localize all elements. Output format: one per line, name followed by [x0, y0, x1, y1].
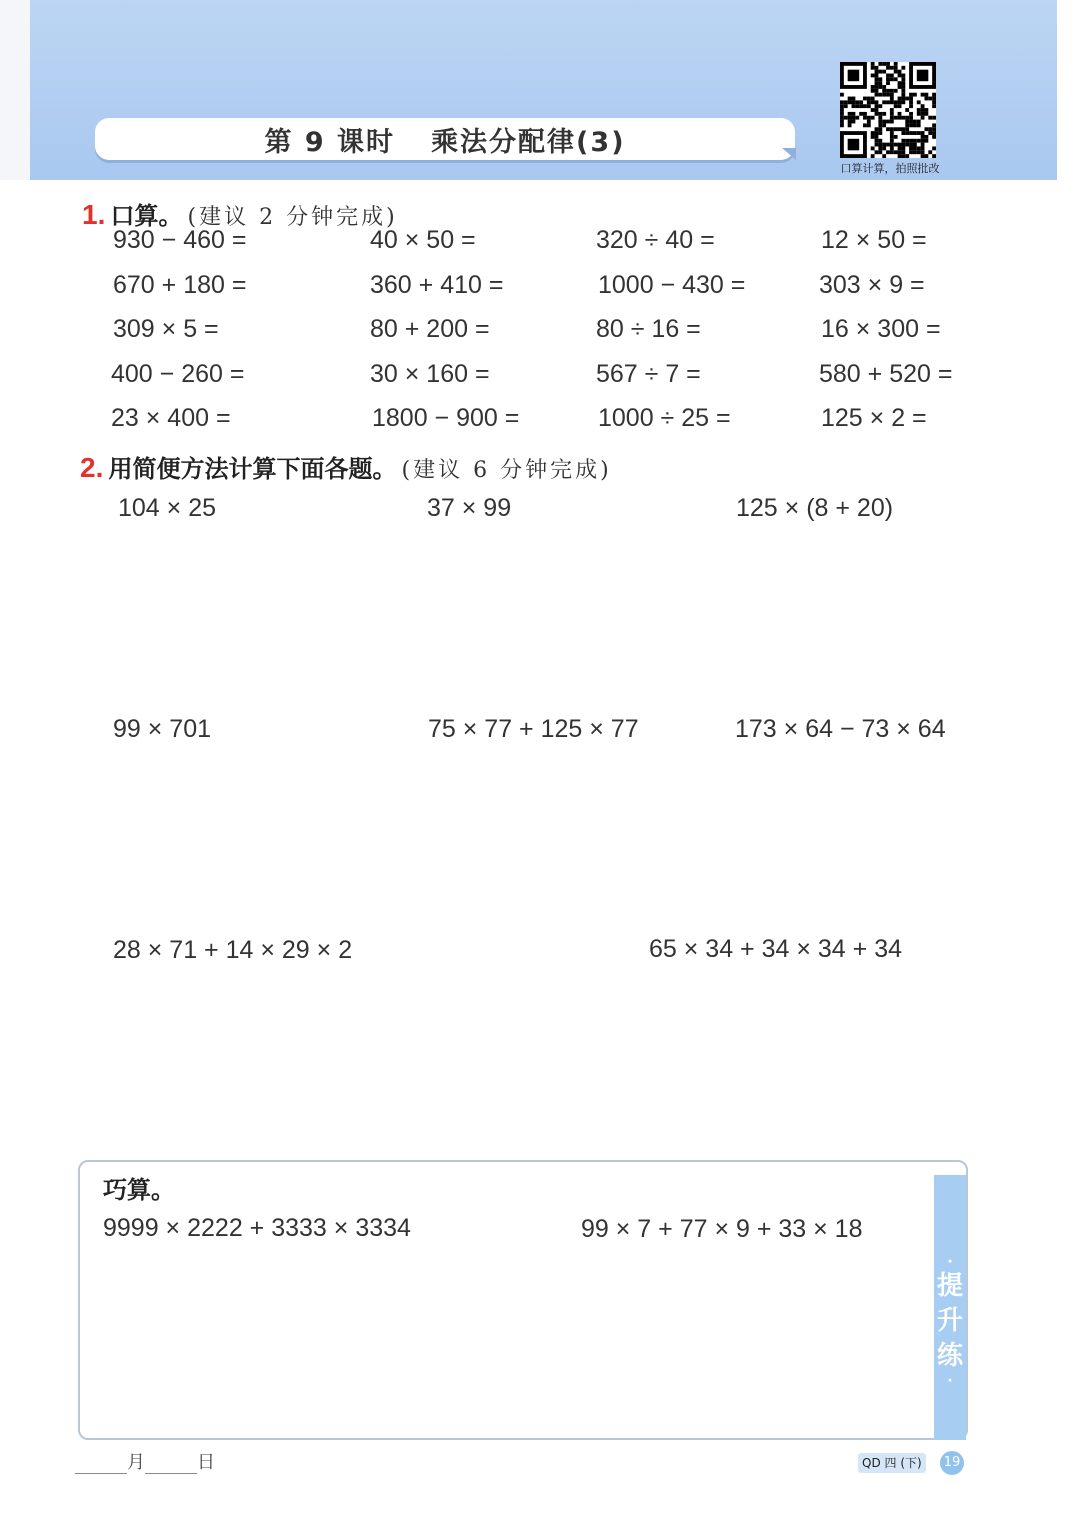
section2-title: 用简便方法计算下面各题。 — [108, 455, 397, 483]
oral-item: 320 ÷ 40 = — [596, 226, 715, 254]
oral-item: 670 + 180 = — [113, 271, 247, 299]
oral-item: 16 × 300 = — [821, 315, 941, 343]
qr-code-icon[interactable] — [840, 62, 936, 158]
section2-number: 2. — [80, 452, 104, 483]
side-tab-label: · 提 升 练 · — [934, 1255, 966, 1388]
challenge-problem: 9999 × 2222 + 3333 × 3334 — [103, 1214, 411, 1242]
section1-hint: (建议 2 分钟完成) — [187, 205, 398, 230]
oral-item: 360 + 410 = — [370, 271, 504, 299]
simplify-problem: 28 × 71 + 14 × 29 × 2 — [113, 936, 353, 964]
date-line — [75, 1448, 215, 1474]
lesson-title-bar — [95, 118, 795, 160]
oral-item: 303 × 9 = — [819, 271, 925, 299]
lesson-topic: 乘法分配律(3) — [431, 126, 626, 158]
page-edge — [0, 0, 30, 180]
oral-item: 567 ÷ 7 = — [596, 360, 701, 388]
oral-item: 80 + 200 = — [370, 315, 490, 343]
section1-title: 口算。 — [110, 202, 183, 230]
oral-item: 400 − 260 = — [111, 360, 245, 388]
simplify-problem: 99 × 701 — [113, 715, 212, 743]
oral-item: 12 × 50 = — [821, 226, 927, 254]
oral-item: 1000 ÷ 25 = — [598, 404, 731, 432]
oral-item: 30 × 160 = — [370, 360, 490, 388]
oral-item: 580 + 520 = — [819, 360, 953, 388]
section2-hint: (建议 6 分钟完成) — [401, 458, 612, 483]
challenge-box — [78, 1160, 968, 1440]
oral-item: 1800 − 900 = — [372, 404, 520, 432]
side-tab-char: 练 — [936, 1341, 963, 1371]
simplify-problem: 65 × 34 + 34 × 34 + 34 — [649, 935, 903, 963]
simplify-problem: 125 × (8 + 20) — [736, 494, 894, 522]
lesson-number: 第 9 课时 — [264, 126, 396, 158]
title-bar-notch — [782, 148, 796, 160]
section1-number: 1. — [82, 199, 106, 230]
oral-item: 1000 − 430 = — [598, 271, 746, 299]
oral-item: 125 × 2 = — [821, 404, 927, 432]
oral-item: 930 − 460 = — [113, 226, 247, 254]
simplify-problem: 75 × 77 + 125 × 77 — [428, 715, 639, 743]
challenge-title: 巧算。 — [103, 1176, 175, 1204]
qr-caption: 口算计算，拍照批改 — [840, 162, 940, 175]
simplify-problem: 37 × 99 — [427, 494, 512, 522]
day-label: 日 — [197, 1452, 215, 1473]
side-tab-char: 升 — [936, 1306, 963, 1336]
simplify-problem: 104 × 25 — [118, 494, 217, 522]
side-tab-char: 提 — [936, 1271, 963, 1301]
oral-item: 23 × 400 = — [111, 404, 231, 432]
challenge-problem: 99 × 7 + 77 × 9 + 33 × 18 — [581, 1215, 863, 1243]
oral-item: 40 × 50 = — [370, 226, 476, 254]
page-number: 19 — [940, 1451, 964, 1475]
month-label: 月 — [127, 1452, 145, 1473]
section2-heading — [80, 449, 612, 484]
simplify-problem: 173 × 64 − 73 × 64 — [735, 715, 946, 743]
book-code: QD 四 (下) — [858, 1453, 926, 1473]
oral-item: 309 × 5 = — [113, 315, 219, 343]
oral-item: 80 ÷ 16 = — [596, 315, 701, 343]
